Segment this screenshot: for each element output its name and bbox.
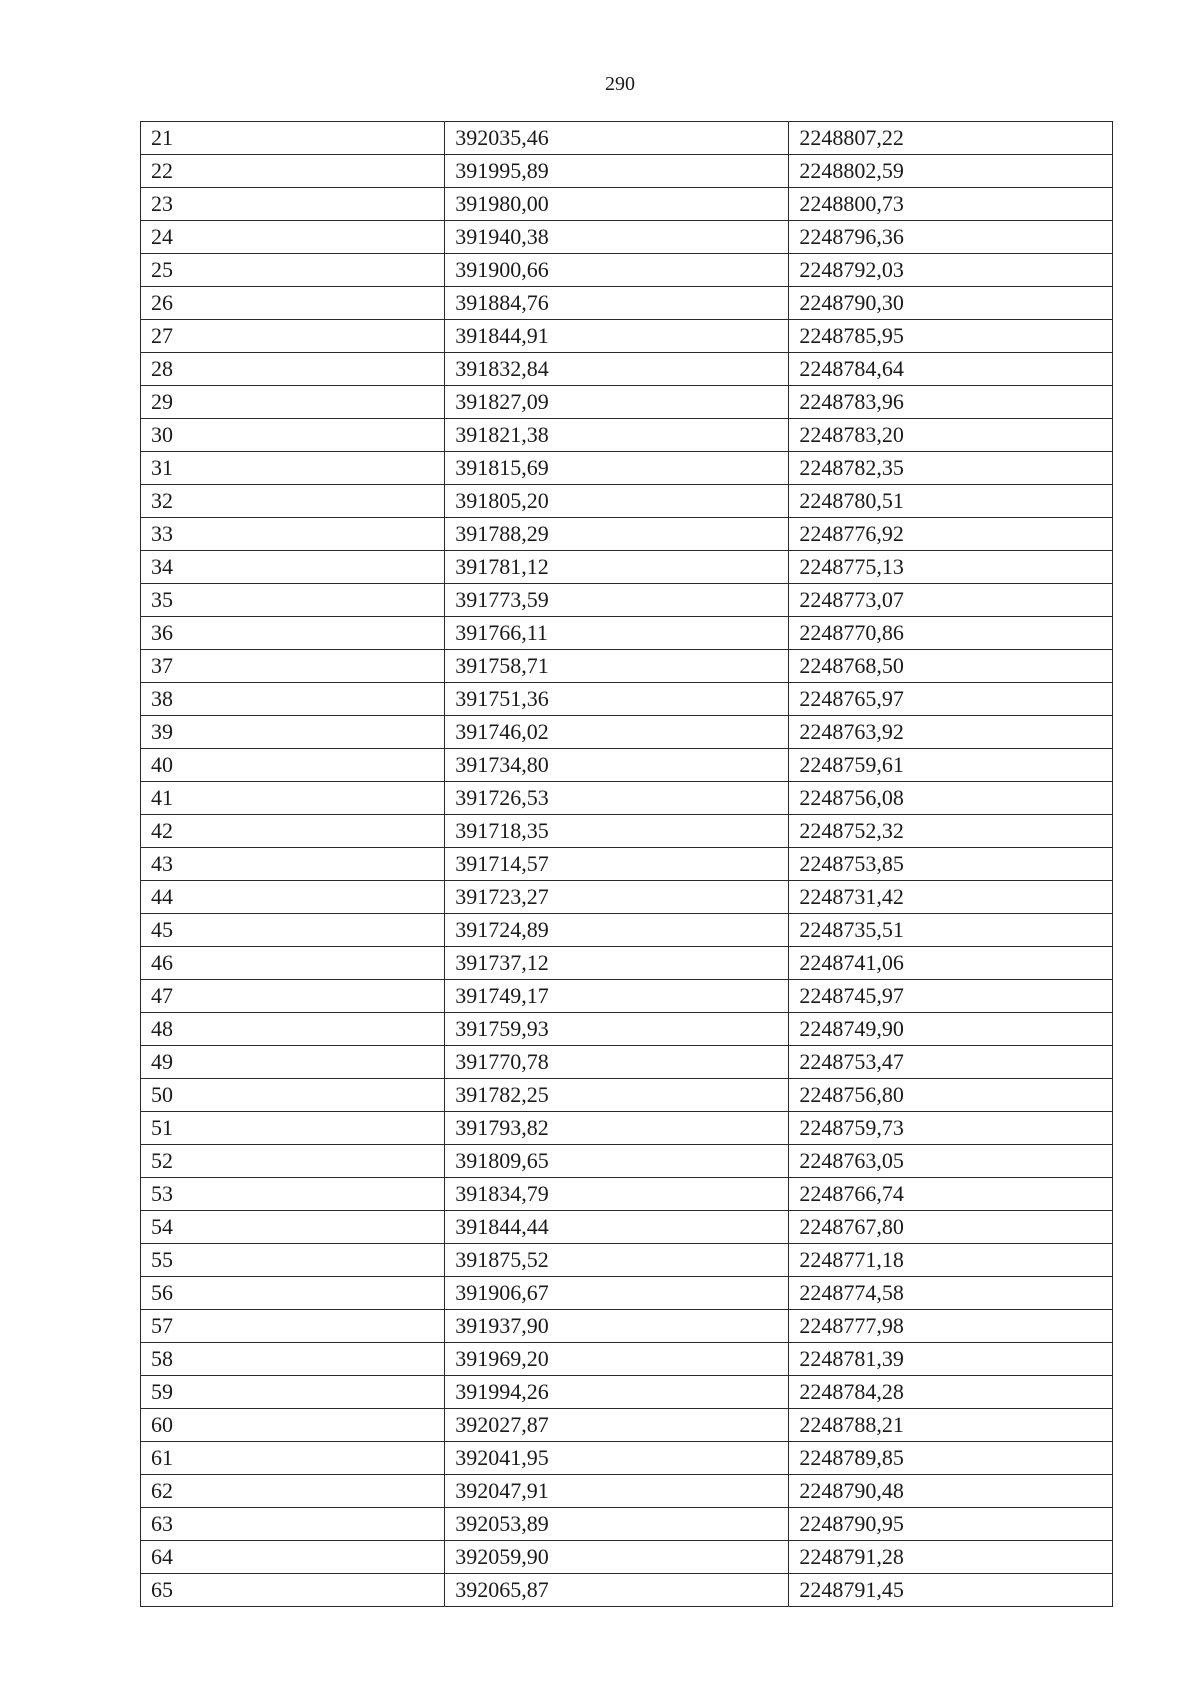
table-row	[141, 1475, 1113, 1508]
y-coordinate-cell: 2248770,86	[789, 617, 1113, 650]
x-coordinate-cell: 391844,44	[445, 1211, 789, 1244]
table-row	[141, 1046, 1113, 1079]
point-number-cell: 39	[141, 716, 445, 749]
point-number-cell: 31	[141, 452, 445, 485]
y-coordinate-cell: 2248768,50	[789, 650, 1113, 683]
table-row	[141, 980, 1113, 1013]
y-coordinate-cell: 2248759,73	[789, 1112, 1113, 1145]
y-coordinate-cell: 2248752,32	[789, 815, 1113, 848]
y-coordinate-cell: 2248759,61	[789, 749, 1113, 782]
y-coordinate-cell: 2248753,47	[789, 1046, 1113, 1079]
point-number-cell: 60	[141, 1409, 445, 1442]
x-coordinate-cell: 391746,02	[445, 716, 789, 749]
x-coordinate-cell: 391937,90	[445, 1310, 789, 1343]
point-number-cell: 62	[141, 1475, 445, 1508]
point-number-cell: 29	[141, 386, 445, 419]
table-row	[141, 254, 1113, 287]
x-coordinate-cell: 391781,12	[445, 551, 789, 584]
y-coordinate-cell: 2248756,80	[789, 1079, 1113, 1112]
table-row	[141, 1508, 1113, 1541]
point-number-cell: 35	[141, 584, 445, 617]
point-number-cell: 41	[141, 782, 445, 815]
point-number-cell: 65	[141, 1574, 445, 1607]
y-coordinate-cell: 2248781,39	[789, 1343, 1113, 1376]
table-row	[141, 1376, 1113, 1409]
y-coordinate-cell: 2248753,85	[789, 848, 1113, 881]
table-row	[141, 1178, 1113, 1211]
y-coordinate-cell: 2248745,97	[789, 980, 1113, 1013]
table-row	[141, 848, 1113, 881]
point-number-cell: 47	[141, 980, 445, 1013]
table-row	[141, 1310, 1113, 1343]
x-coordinate-cell: 392035,46	[445, 122, 789, 155]
table-row	[141, 683, 1113, 716]
x-coordinate-cell: 391734,80	[445, 749, 789, 782]
point-number-cell: 51	[141, 1112, 445, 1145]
y-coordinate-cell: 2248749,90	[789, 1013, 1113, 1046]
table-row	[141, 1211, 1113, 1244]
x-coordinate-cell: 391737,12	[445, 947, 789, 980]
point-number-cell: 50	[141, 1079, 445, 1112]
point-number-cell: 23	[141, 188, 445, 221]
x-coordinate-cell: 391759,93	[445, 1013, 789, 1046]
x-coordinate-cell: 391821,38	[445, 419, 789, 452]
x-coordinate-cell: 391995,89	[445, 155, 789, 188]
y-coordinate-cell: 2248756,08	[789, 782, 1113, 815]
table-row	[141, 1244, 1113, 1277]
point-number-cell: 43	[141, 848, 445, 881]
x-coordinate-cell: 391751,36	[445, 683, 789, 716]
table-row	[141, 881, 1113, 914]
table-row	[141, 815, 1113, 848]
x-coordinate-cell: 391749,17	[445, 980, 789, 1013]
point-number-cell: 38	[141, 683, 445, 716]
y-coordinate-cell: 2248763,05	[789, 1145, 1113, 1178]
table-row	[141, 518, 1113, 551]
y-coordinate-cell: 2248776,92	[789, 518, 1113, 551]
point-number-cell: 55	[141, 1244, 445, 1277]
y-coordinate-cell: 2248790,95	[789, 1508, 1113, 1541]
table-row	[141, 716, 1113, 749]
table-row	[141, 1079, 1113, 1112]
point-number-cell: 61	[141, 1442, 445, 1475]
table-row	[141, 353, 1113, 386]
y-coordinate-cell: 2248773,07	[789, 584, 1113, 617]
y-coordinate-cell: 2248792,03	[789, 254, 1113, 287]
x-coordinate-cell: 391969,20	[445, 1343, 789, 1376]
x-coordinate-cell: 391766,11	[445, 617, 789, 650]
x-coordinate-cell: 391758,71	[445, 650, 789, 683]
table-row	[141, 782, 1113, 815]
table-row	[141, 320, 1113, 353]
x-coordinate-cell: 392027,87	[445, 1409, 789, 1442]
coordinates-table-body	[141, 122, 1113, 1607]
x-coordinate-cell: 391788,29	[445, 518, 789, 551]
point-number-cell: 46	[141, 947, 445, 980]
y-coordinate-cell: 2248763,92	[789, 716, 1113, 749]
point-number-cell: 48	[141, 1013, 445, 1046]
point-number-cell: 44	[141, 881, 445, 914]
y-coordinate-cell: 2248775,13	[789, 551, 1113, 584]
y-coordinate-cell: 2248789,85	[789, 1442, 1113, 1475]
x-coordinate-cell: 391900,66	[445, 254, 789, 287]
coordinates-table	[140, 121, 1113, 1607]
x-coordinate-cell: 391844,91	[445, 320, 789, 353]
y-coordinate-cell: 2248771,18	[789, 1244, 1113, 1277]
x-coordinate-cell: 391714,57	[445, 848, 789, 881]
point-number-cell: 56	[141, 1277, 445, 1310]
point-number-cell: 33	[141, 518, 445, 551]
x-coordinate-cell: 391815,69	[445, 452, 789, 485]
x-coordinate-cell: 391724,89	[445, 914, 789, 947]
table-row	[141, 1442, 1113, 1475]
x-coordinate-cell: 392065,87	[445, 1574, 789, 1607]
x-coordinate-cell: 391994,26	[445, 1376, 789, 1409]
point-number-cell: 58	[141, 1343, 445, 1376]
y-coordinate-cell: 2248791,28	[789, 1541, 1113, 1574]
point-number-cell: 32	[141, 485, 445, 518]
y-coordinate-cell: 2248731,42	[789, 881, 1113, 914]
y-coordinate-cell: 2248800,73	[789, 188, 1113, 221]
point-number-cell: 28	[141, 353, 445, 386]
x-coordinate-cell: 391726,53	[445, 782, 789, 815]
table-row	[141, 749, 1113, 782]
x-coordinate-cell: 391723,27	[445, 881, 789, 914]
y-coordinate-cell: 2248767,80	[789, 1211, 1113, 1244]
table-row	[141, 1112, 1113, 1145]
y-coordinate-cell: 2248783,20	[789, 419, 1113, 452]
y-coordinate-cell: 2248783,96	[789, 386, 1113, 419]
x-coordinate-cell: 391805,20	[445, 485, 789, 518]
table-row	[141, 188, 1113, 221]
y-coordinate-cell: 2248784,28	[789, 1376, 1113, 1409]
table-row	[141, 1574, 1113, 1607]
x-coordinate-cell: 391940,38	[445, 221, 789, 254]
point-number-cell: 40	[141, 749, 445, 782]
point-number-cell: 53	[141, 1178, 445, 1211]
y-coordinate-cell: 2248790,30	[789, 287, 1113, 320]
point-number-cell: 54	[141, 1211, 445, 1244]
point-number-cell: 36	[141, 617, 445, 650]
x-coordinate-cell: 391875,52	[445, 1244, 789, 1277]
point-number-cell: 63	[141, 1508, 445, 1541]
y-coordinate-cell: 2248777,98	[789, 1310, 1113, 1343]
table-row	[141, 485, 1113, 518]
x-coordinate-cell: 392047,91	[445, 1475, 789, 1508]
y-coordinate-cell: 2248784,64	[789, 353, 1113, 386]
point-number-cell: 64	[141, 1541, 445, 1574]
y-coordinate-cell: 2248774,58	[789, 1277, 1113, 1310]
point-number-cell: 21	[141, 122, 445, 155]
y-coordinate-cell: 2248796,36	[789, 221, 1113, 254]
point-number-cell: 24	[141, 221, 445, 254]
point-number-cell: 37	[141, 650, 445, 683]
y-coordinate-cell: 2248766,74	[789, 1178, 1113, 1211]
x-coordinate-cell: 392053,89	[445, 1508, 789, 1541]
y-coordinate-cell: 2248788,21	[789, 1409, 1113, 1442]
table-row	[141, 1541, 1113, 1574]
table-row	[141, 1145, 1113, 1178]
point-number-cell: 52	[141, 1145, 445, 1178]
y-coordinate-cell: 2248741,06	[789, 947, 1113, 980]
y-coordinate-cell: 2248765,97	[789, 683, 1113, 716]
table-row	[141, 287, 1113, 320]
table-row	[141, 914, 1113, 947]
point-number-cell: 45	[141, 914, 445, 947]
y-coordinate-cell: 2248807,22	[789, 122, 1113, 155]
x-coordinate-cell: 391809,65	[445, 1145, 789, 1178]
table-row	[141, 617, 1113, 650]
point-number-cell: 26	[141, 287, 445, 320]
table-row	[141, 947, 1113, 980]
point-number-cell: 34	[141, 551, 445, 584]
x-coordinate-cell: 391827,09	[445, 386, 789, 419]
table-row	[141, 584, 1113, 617]
table-row	[141, 650, 1113, 683]
point-number-cell: 25	[141, 254, 445, 287]
table-row	[141, 419, 1113, 452]
y-coordinate-cell: 2248780,51	[789, 485, 1113, 518]
y-coordinate-cell: 2248735,51	[789, 914, 1113, 947]
page-number: 290	[605, 73, 635, 95]
point-number-cell: 27	[141, 320, 445, 353]
table-row	[141, 1409, 1113, 1442]
table-row	[141, 386, 1113, 419]
point-number-cell: 42	[141, 815, 445, 848]
y-coordinate-cell: 2248782,35	[789, 452, 1113, 485]
x-coordinate-cell: 391832,84	[445, 353, 789, 386]
x-coordinate-cell: 391906,67	[445, 1277, 789, 1310]
x-coordinate-cell: 391884,76	[445, 287, 789, 320]
point-number-cell: 57	[141, 1310, 445, 1343]
table-row	[141, 1277, 1113, 1310]
x-coordinate-cell: 391793,82	[445, 1112, 789, 1145]
y-coordinate-cell: 2248785,95	[789, 320, 1113, 353]
x-coordinate-cell: 391782,25	[445, 1079, 789, 1112]
x-coordinate-cell: 391718,35	[445, 815, 789, 848]
table-row	[141, 452, 1113, 485]
x-coordinate-cell: 391770,78	[445, 1046, 789, 1079]
point-number-cell: 59	[141, 1376, 445, 1409]
x-coordinate-cell: 391980,00	[445, 188, 789, 221]
y-coordinate-cell: 2248791,45	[789, 1574, 1113, 1607]
y-coordinate-cell: 2248802,59	[789, 155, 1113, 188]
x-coordinate-cell: 392059,90	[445, 1541, 789, 1574]
table-row	[141, 1343, 1113, 1376]
point-number-cell: 22	[141, 155, 445, 188]
table-row	[141, 221, 1113, 254]
x-coordinate-cell: 392041,95	[445, 1442, 789, 1475]
point-number-cell: 30	[141, 419, 445, 452]
x-coordinate-cell: 391834,79	[445, 1178, 789, 1211]
table-row	[141, 551, 1113, 584]
y-coordinate-cell: 2248790,48	[789, 1475, 1113, 1508]
x-coordinate-cell: 391773,59	[445, 584, 789, 617]
table-row	[141, 155, 1113, 188]
table-row	[141, 122, 1113, 155]
point-number-cell: 49	[141, 1046, 445, 1079]
table-row	[141, 1013, 1113, 1046]
